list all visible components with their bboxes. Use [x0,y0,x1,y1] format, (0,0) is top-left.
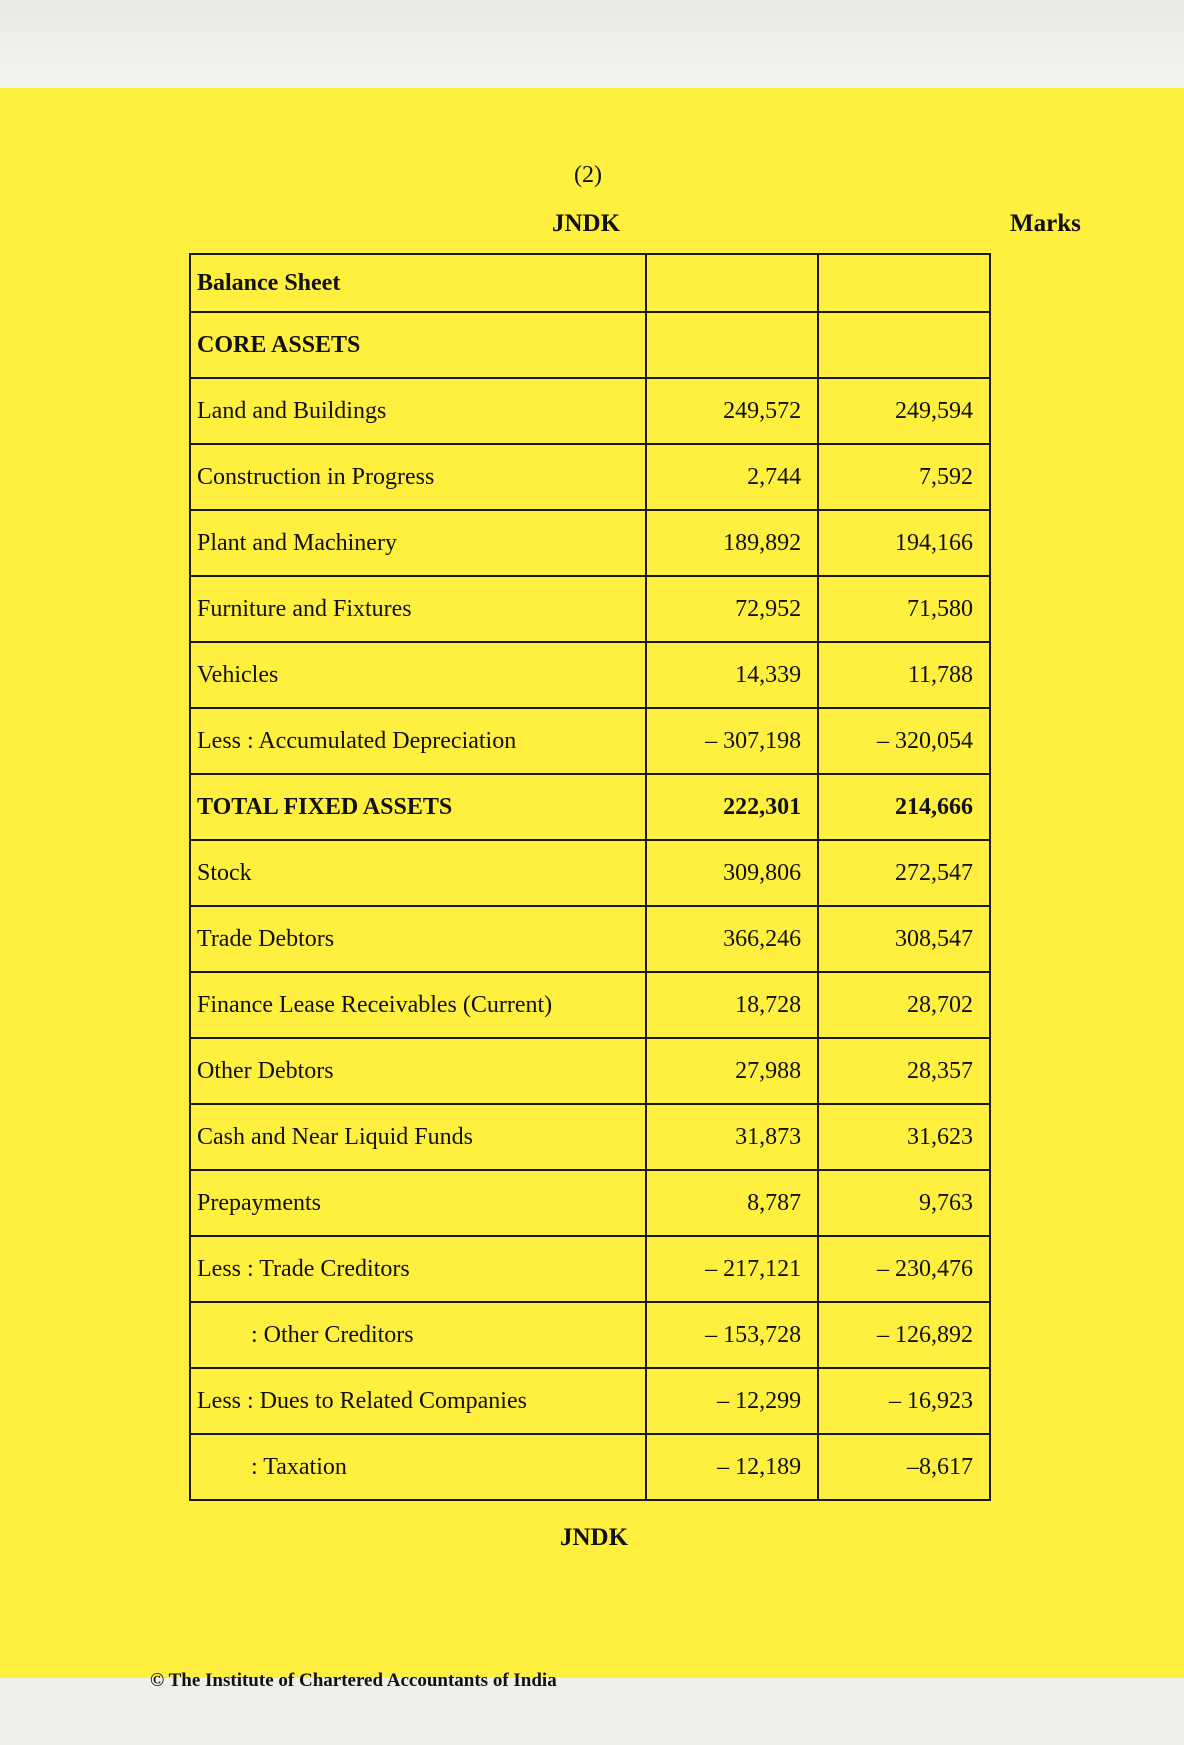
row-label: Other Debtors [190,1038,646,1104]
value-year-2: 308,547 [818,906,990,972]
value-year-1: – 12,299 [646,1368,818,1434]
table-row [190,576,990,642]
row-label: Finance Lease Receivables (Current) [190,972,646,1038]
value-year-2: 214,666 [818,774,990,840]
table-row [190,1434,990,1500]
row-label: TOTAL FIXED ASSETS [190,774,646,840]
table-row [190,1038,990,1104]
row-label: : Taxation [190,1434,646,1500]
value-year-2: – 16,923 [818,1368,990,1434]
value-year-2: 7,592 [818,444,990,510]
row-label: Vehicles [190,642,646,708]
value-year-1: 2,744 [646,444,818,510]
table-row [190,774,990,840]
table-row [190,1170,990,1236]
value-year-2: –8,617 [818,1434,990,1500]
row-label: Trade Debtors [190,906,646,972]
row-label: Less : Trade Creditors [190,1236,646,1302]
page-number: (2) [574,162,602,188]
value-year-1 [646,312,818,378]
value-year-1: – 12,189 [646,1434,818,1500]
row-label: : Other Creditors [190,1302,646,1368]
value-year-1: 31,873 [646,1104,818,1170]
table-row [190,1236,990,1302]
table-row [190,378,990,444]
table-row [190,510,990,576]
row-label: Stock [190,840,646,906]
row-label: Balance Sheet [190,254,646,312]
row-label: Cash and Near Liquid Funds [190,1104,646,1170]
value-year-2: 28,357 [818,1038,990,1104]
table-row [190,254,990,312]
balance-sheet-table [189,253,991,1501]
value-year-2 [818,254,990,312]
value-year-2: – 126,892 [818,1302,990,1368]
value-year-1: – 217,121 [646,1236,818,1302]
value-year-1: 249,572 [646,378,818,444]
table-row [190,1302,990,1368]
value-year-2: 28,702 [818,972,990,1038]
value-year-2: – 230,476 [818,1236,990,1302]
table-row [190,708,990,774]
value-year-2 [818,312,990,378]
value-year-1: 189,892 [646,510,818,576]
value-year-1: 366,246 [646,906,818,972]
marks-heading: Marks [1010,210,1081,237]
table-row [190,972,990,1038]
value-year-1: 72,952 [646,576,818,642]
value-year-2: 11,788 [818,642,990,708]
row-label: Prepayments [190,1170,646,1236]
value-year-1: 309,806 [646,840,818,906]
row-label: CORE ASSETS [190,312,646,378]
value-year-2: 272,547 [818,840,990,906]
table-row [190,840,990,906]
value-year-1: 8,787 [646,1170,818,1236]
table-row [190,312,990,378]
value-year-2: – 320,054 [818,708,990,774]
value-year-1: 18,728 [646,972,818,1038]
row-label: Construction in Progress [190,444,646,510]
value-year-2: 194,166 [818,510,990,576]
value-year-2: 9,763 [818,1170,990,1236]
value-year-1 [646,254,818,312]
value-year-1: – 307,198 [646,708,818,774]
row-label: Less : Dues to Related Companies [190,1368,646,1434]
value-year-2: 71,580 [818,576,990,642]
table-row [190,1104,990,1170]
table-row [190,1368,990,1434]
row-label: Furniture and Fixtures [190,576,646,642]
value-year-1: 222,301 [646,774,818,840]
table-row [190,642,990,708]
table-row [190,444,990,510]
page-title: JNDK [552,210,621,237]
table-row [190,906,990,972]
row-label: Plant and Machinery [190,510,646,576]
copyright-notice: © The Institute of Chartered Accountants of India [150,1670,557,1691]
row-label: Land and Buildings [190,378,646,444]
value-year-1: 14,339 [646,642,818,708]
scan-top-margin [0,0,1184,88]
value-year-2: 31,623 [818,1104,990,1170]
value-year-1: 27,988 [646,1038,818,1104]
row-label: Less : Accumulated Depreciation [190,708,646,774]
footer-title: JNDK [560,1524,629,1551]
value-year-2: 249,594 [818,378,990,444]
value-year-1: – 153,728 [646,1302,818,1368]
